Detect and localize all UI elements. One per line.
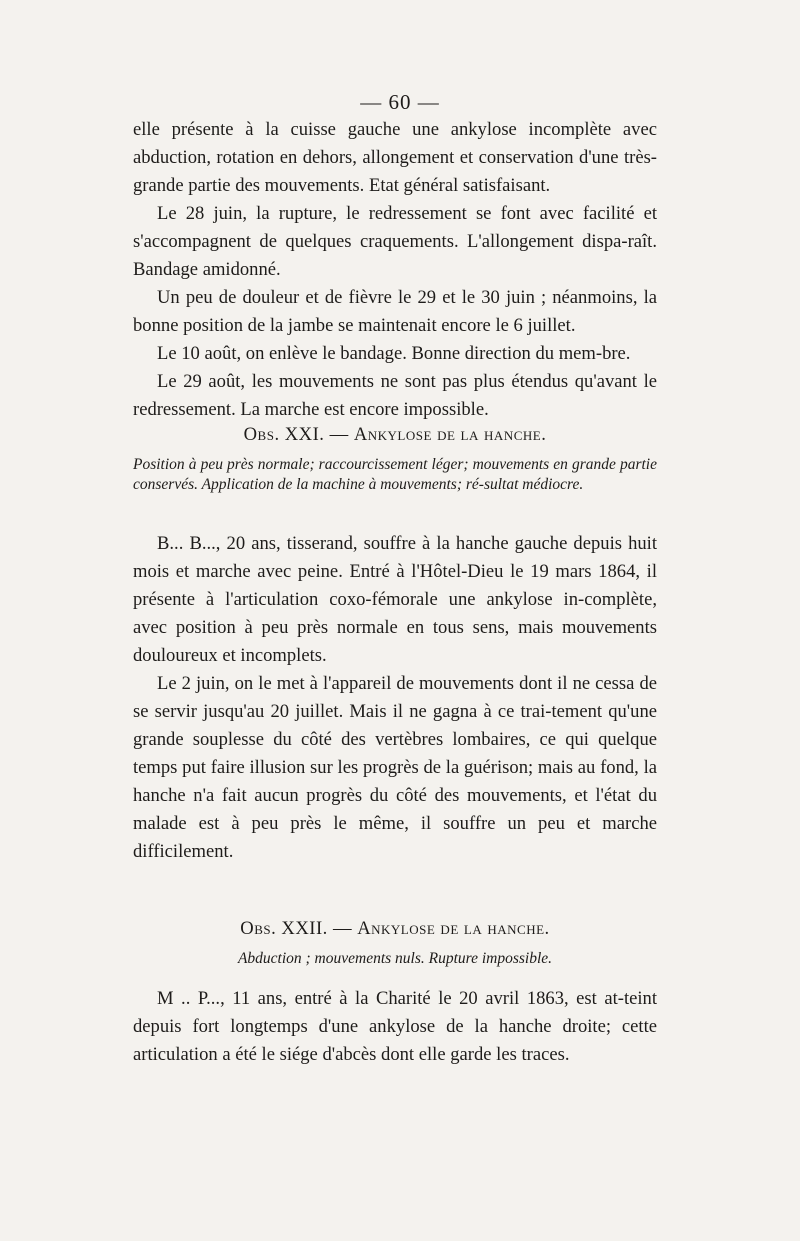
obs22-dash: — xyxy=(327,918,358,939)
obs21-heading xyxy=(133,424,657,446)
obs22-text xyxy=(133,985,657,1069)
paragraph: Le 28 juin, la rupture, le redressement se font avec facilité et s'accompagnent de quelques craquements. L'allongement dispa-raît. Bandage amidonné. xyxy=(133,203,657,280)
paragraph: Un peu de douleur et de fièvre le 29 et le 30 juin ; néanmoins, la bonne position de la jambe se maintenait encore le 6 juillet. xyxy=(133,287,657,336)
page-number: — 60 — xyxy=(360,90,440,114)
obs22-heading xyxy=(133,918,657,940)
obs21-text xyxy=(133,530,657,866)
intro-text xyxy=(133,116,657,424)
obs22-summary: Abduction ; mouvements nuls. Rupture impossible. xyxy=(237,950,553,967)
paragraph: Le 29 août, les mouvements ne sont pas plus étendus qu'avant le redressement. La marche est encore impossible. xyxy=(133,371,657,420)
obs21-dash: — xyxy=(324,424,354,445)
obs21-label: Obs. XXI. xyxy=(243,424,325,445)
paragraph: M .. P..., 11 ans, entré à la Charité le 20 avril 1863, est at-teint depuis fort longtemps d'une ankylose de la hanche droite; cette articulation a été le siége d'abcès dont elle garde les traces. xyxy=(133,988,657,1065)
paragraph: Le 10 août, on enlève le bandage. Bonne direction du mem-bre. xyxy=(157,343,631,364)
obs21-summary: Position à peu près normale; raccourcissement léger; mouvements en grande partie conservés. Application de la machine à mouvements; ré-sultat médiocre. xyxy=(133,456,657,493)
obs22-label: Obs. XXII. xyxy=(240,918,328,939)
paragraph: B... B..., 20 ans, tisserand, souffre à la hanche gauche depuis huit mois et marche avec peine. Entré à l'Hôtel-Dieu le 19 mars 1864, il présente à l'articulation coxo-fémorale une ankylose in-complète, avec position à peu près normale en tous sens, mais mouvements douloureux et incomplets. xyxy=(133,533,657,666)
obs22-title: Ankylose de la hanche. xyxy=(357,918,550,939)
paragraph: elle présente à la cuisse gauche une ankylose incomplète avec abduction, rotation en dehors, allongement et conservation d'une très-grande partie des mouvements. Etat général satisfaisant. xyxy=(133,119,657,196)
paragraph: Le 2 juin, on le met à l'appareil de mouvements dont il ne cessa de se servir jusqu'au 20 juillet. Mais il ne gagna à ce trai-tement qu'une grande souplesse du côté des vertèbres lombaires, ce qui quelque temps put faire illusion sur les progrès de la guérison; mais au fond, la hanche n'a fait aucun progrès du côté des mouvements, et l'état du malade est à peu près le même, il souffre un peu et marche difficilement. xyxy=(133,673,657,862)
obs21-title: Ankylose de la hanche. xyxy=(353,424,547,445)
